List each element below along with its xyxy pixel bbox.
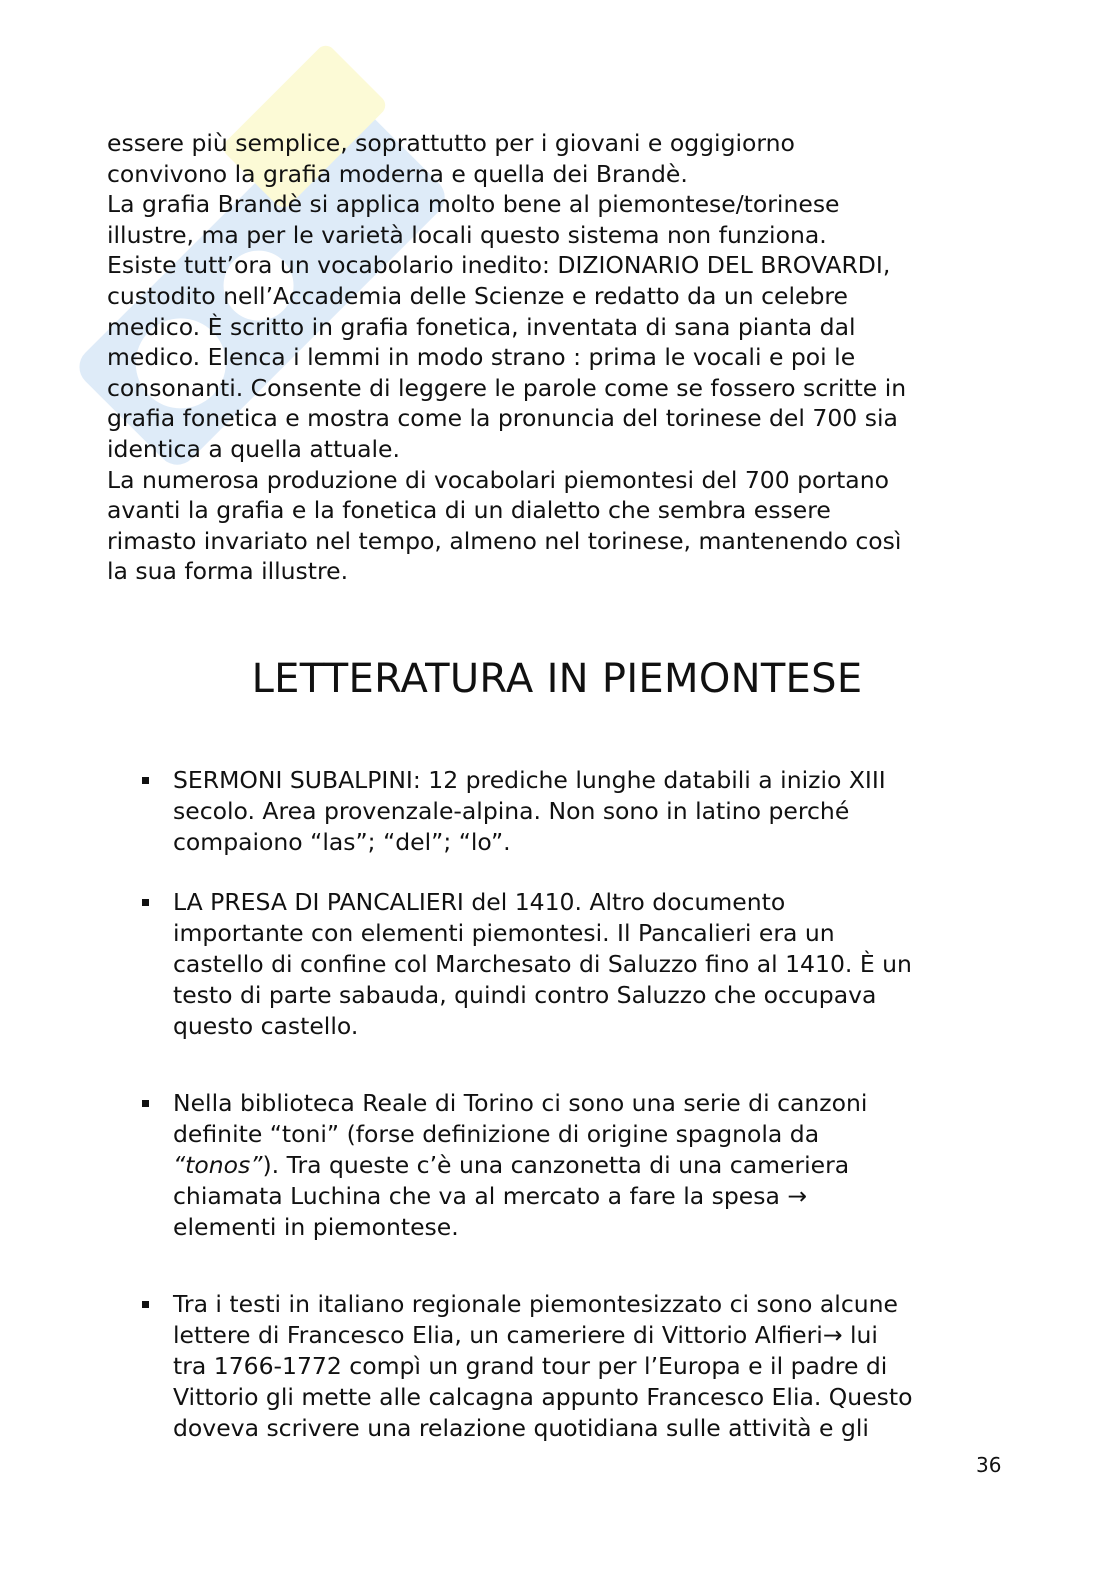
bullet-line: definite “toni” (forse definizione di origine spagnola da xyxy=(173,1119,820,1148)
bullet-line: Nella biblioteca Reale di Torino ci sono una serie di canzoni xyxy=(173,1088,868,1117)
bullet-line: lettere di Francesco Elia, un cameriere di Vittorio Alfieri→ lui xyxy=(173,1320,878,1349)
intro-paragraph xyxy=(107,128,1007,587)
bullet-line: questo castello. xyxy=(173,1011,359,1040)
intro-line: rimasto invariato nel tempo, almeno nel torinese, mantenendo così xyxy=(107,526,902,555)
bullet-line: Tra i testi in italiano regionale piemontesizzato ci sono alcune xyxy=(173,1289,899,1318)
italic-term: “tonos” xyxy=(173,1150,263,1179)
document-page xyxy=(107,128,1007,1444)
intro-line: consonanti. Consente di leggere le parole come se fossero scritte in xyxy=(107,373,907,402)
square-bullet-icon xyxy=(142,899,149,906)
bullet-line: secolo. Area provenzale-alpina. Non sono in latino perché xyxy=(173,796,850,825)
square-bullet-icon xyxy=(142,1301,149,1308)
bullet-line: importante con elementi piemontesi. Il Pancalieri era un xyxy=(173,918,835,947)
section-title: LETTERATURA IN PIEMONTESE xyxy=(251,655,863,702)
square-bullet-icon xyxy=(142,1100,149,1107)
intro-line: avanti la grafia e la fonetica di un dialetto che sembra essere xyxy=(107,496,831,525)
bullet-line: doveva scrivere una relazione quotidiana sulle attività e gli xyxy=(173,1413,869,1442)
square-bullet-icon xyxy=(142,777,149,784)
intro-line: grafia fonetica e mostra come la pronuncia del torinese del 700 sia xyxy=(107,404,898,433)
intro-line: la sua forma illustre. xyxy=(107,557,349,586)
intro-line: medico. Elenca i lemmi in modo strano : prima le vocali e poi le xyxy=(107,343,856,372)
page-number: 36 xyxy=(976,1453,1002,1477)
bullet-line: LA PRESA DI PANCALIERI del 1410. Altro documento xyxy=(173,887,786,916)
bullet-line-rest: ). Tra queste c’è una canzonetta di una cameriera xyxy=(262,1150,850,1179)
bullet-line: castello di confine col Marchesato di Saluzzo fino al 1410. È un xyxy=(173,949,912,978)
list-item-biblioteca-reale xyxy=(107,1088,1007,1243)
bullet-line: Vittorio gli mette alle calcagna appunto Francesco Elia. Questo xyxy=(173,1382,913,1411)
bullet-line xyxy=(173,1150,1007,1181)
list-item-presa-di-pancalieri xyxy=(107,887,1007,1042)
intro-line: essere più semplice, soprattutto per i giovani e oggigiorno xyxy=(107,129,795,157)
list-item-francesco-elia xyxy=(107,1289,1007,1444)
bullet-line: tra 1766-1772 compì un grand tour per l’Europa e il padre di xyxy=(173,1351,888,1380)
bullet-list xyxy=(107,765,1007,1444)
bullet-line: testo di parte sabauda, quindi contro Saluzzo che occupava xyxy=(173,980,877,1009)
bullet-line: compaiono “las”; “del”; “lo”. xyxy=(173,827,511,856)
intro-line: La grafia Brandè si applica molto bene al piemontese/torinese xyxy=(107,190,840,219)
bullet-line: elementi in piemontese. xyxy=(173,1212,459,1241)
intro-line: convivono la grafia moderna e quella dei Brandè. xyxy=(107,159,688,188)
intro-line: La numerosa produzione di vocabolari piemontesi del 700 portano xyxy=(107,465,889,494)
intro-line: illustre, ma per le varietà locali questo sistema non funziona. xyxy=(107,220,827,249)
bullet-line: SERMONI SUBALPINI: 12 prediche lunghe databili a inizio XIII xyxy=(173,765,886,794)
intro-line: medico. È scritto in grafia fonetica, inventata di sana pianta dal xyxy=(107,312,856,341)
intro-line: identica a quella attuale. xyxy=(107,434,400,463)
intro-line: custodito nell’Accademia delle Scienze e redatto da un celebre xyxy=(107,281,849,310)
bullet-line: chiamata Luchina che va al mercato a fare la spesa → xyxy=(173,1181,808,1210)
intro-line: Esiste tutt’ora un vocabolario inedito: DIZIONARIO DEL BROVARDI, xyxy=(107,251,891,280)
list-item-sermoni-subalpini xyxy=(107,765,1007,858)
